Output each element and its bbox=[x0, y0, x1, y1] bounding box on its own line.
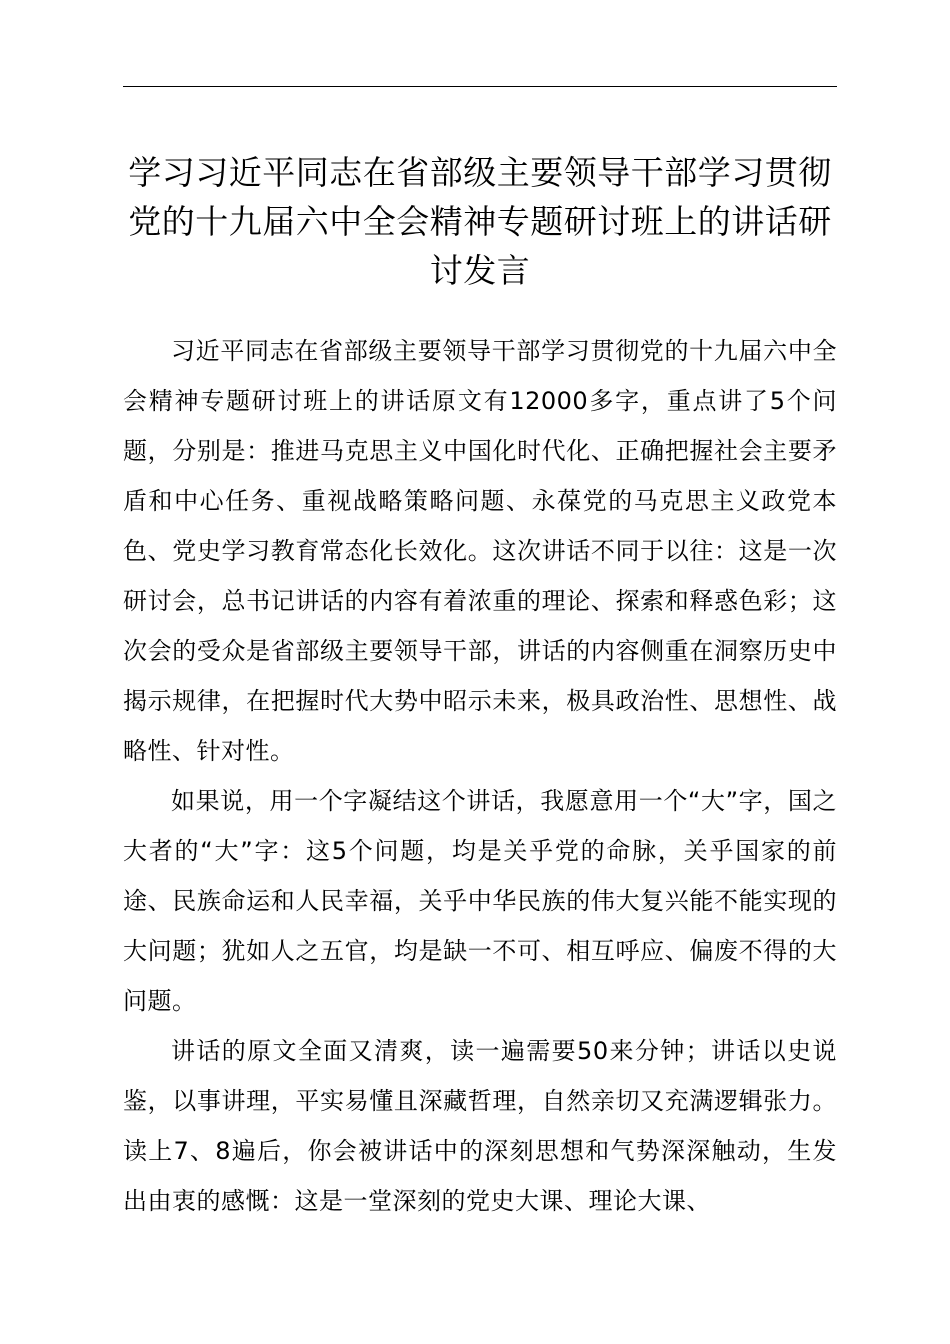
paragraph-2: 如果说，用一个字凝结这个讲话，我愿意用一个“大”字，国之大者的“大”字：这5个问题，均是关乎党的命脉，关乎国家的前途、民族命运和人民幸福，关乎中华民族的伟大复兴能不能实现的大问题；犹如人之五官，均是缺一不可、相互呼应、偏废不得的大问题。 bbox=[123, 787, 837, 1015]
header-rule bbox=[123, 86, 837, 87]
paragraph-1: 习近平同志在省部级主要领导干部学习贯彻党的十九届六中全会精神专题研讨班上的讲话原文有12000多字，重点讲了5个问题，分别是：推进马克思主义中国化时代化、正确把握社会主要矛盾和中心任务、重视战略策略问题、永葆党的马克思主义政党本色、党史学习教育常态化长效化。这次讲话不同于以往：这是一次研讨会，总书记讲话的内容有着浓重的理论、探索和释惑色彩；这次会的受众是省部级主要领导干部，讲话的内容侧重在洞察历史中揭示规律，在把握时代大势中昭示未来，极具政治性、思想性、战略性、针对性。 bbox=[123, 337, 837, 765]
paragraph-3: 讲话的原文全面又清爽，读一遍需要50来分钟；讲话以史说鉴，以事讲理，平实易懂且深藏哲理，自然亲切又充满逻辑张力。读上7、8遍后，你会被讲话中的深刻思想和气势深深触动，生发出由衷的感慨：这是一堂深刻的党史大课、理论大课、 bbox=[123, 1037, 837, 1215]
document-title: 学习习近平同志在省部级主要领导干部学习贯彻党的十九届六中全会精神专题研讨班上的讲话研讨发言 bbox=[128, 153, 832, 290]
document-body bbox=[123, 326, 837, 1226]
